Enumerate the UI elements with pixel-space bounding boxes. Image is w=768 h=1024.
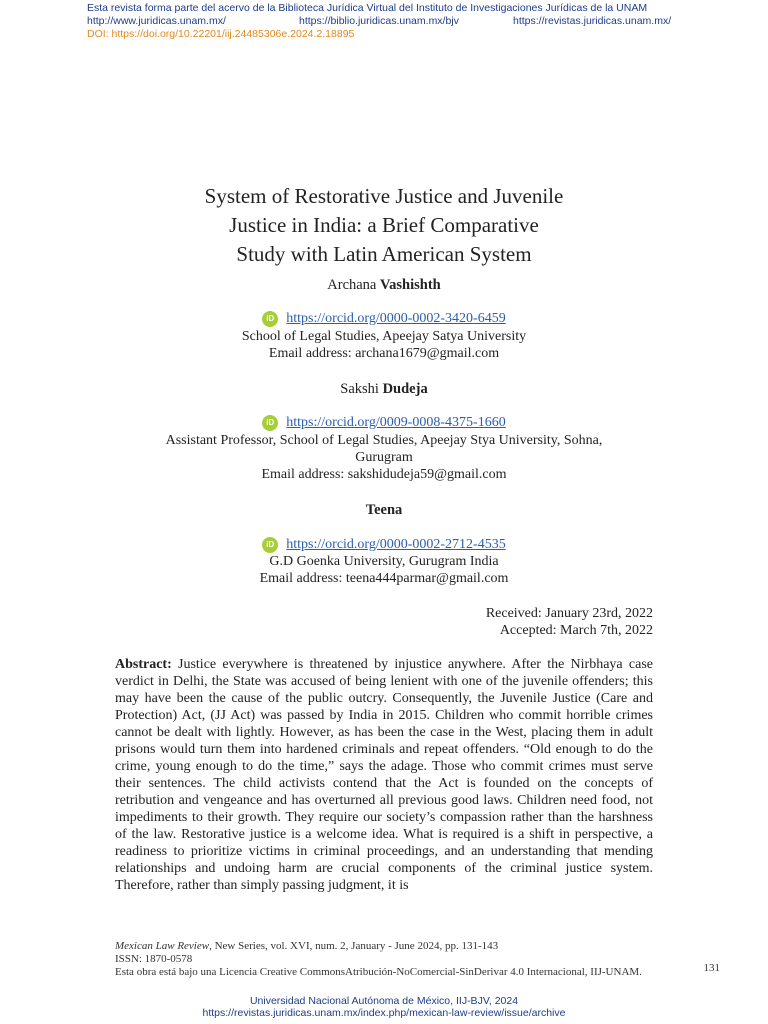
affiliation-line: Assistant Professor, School of Legal Studies, Apeejay Stya University, Sohna,	[165, 433, 603, 448]
author-affiliation	[100, 328, 668, 362]
author-block	[100, 381, 668, 398]
orcid-icon: iD	[262, 415, 278, 431]
author-affiliation	[100, 432, 668, 483]
received-date: Received: January 23rd, 2022	[485, 606, 653, 621]
author-name: Archana Vashishth	[327, 277, 441, 293]
biblio-link[interactable]: https://biblio.juridicas.unam.mx/bjv	[299, 15, 459, 27]
submission-dates	[486, 605, 653, 639]
page-number: 131	[703, 962, 720, 974]
journal-name: Mexican Law Review	[115, 940, 210, 952]
author-name: Teena	[365, 502, 403, 518]
orcid-icon: iD	[262, 537, 278, 553]
citation-line: Mexican Law Review, New Series, vol. XVI, num. 2, January - June 2024, pp. 131-143	[115, 940, 499, 952]
orcid-link[interactable]: https://orcid.org/0000-0002-3420-6459	[286, 311, 506, 326]
article-title	[150, 182, 618, 269]
author-name: Sakshi Dudeja	[340, 381, 428, 397]
revistas-link[interactable]: https://revistas.juridicas.unam.mx/	[513, 15, 672, 27]
author-block	[100, 502, 668, 519]
title-line: Justice in India: a Brief Comparative	[229, 213, 539, 237]
affiliation-line: Gurugram	[355, 450, 413, 465]
juridicas-link[interactable]: http://www.juridicas.unam.mx/	[87, 15, 226, 27]
title-line: System of Restorative Justice and Juvenile	[204, 184, 564, 208]
author-orcid-row	[100, 535, 668, 553]
orcid-link[interactable]: https://orcid.org/0000-0002-2712-4535	[286, 537, 506, 552]
affiliation-line: G.D Goenka University, Gurugram India	[269, 554, 499, 569]
affiliation-line: School of Legal Studies, Apeejay Satya University	[241, 329, 527, 344]
author-email: Email address: sakshidudeja59@gmail.com	[261, 467, 507, 482]
author-orcid-row	[100, 413, 668, 431]
orcid-link[interactable]: https://orcid.org/0009-0008-4375-1660	[286, 415, 506, 430]
author-orcid-row	[100, 309, 668, 327]
abstract	[115, 656, 653, 894]
author-affiliation	[100, 553, 668, 587]
title-line: Study with Latin American System	[236, 242, 532, 266]
orcid-icon: iD	[262, 311, 278, 327]
abstract-label: Abstract:	[115, 657, 172, 672]
bottom-banner	[0, 995, 768, 1019]
doi-link[interactable]: DOI: https://doi.org/10.22201/iij.24485306e.2024.2.18895	[87, 28, 355, 40]
abstract-text: Justice everywhere is threatened by injustice anywhere. After the Nirbhaya case verdict in Delhi, the State was accused of being lenient with one of the juvenile offenders; this may have been the cause of the public outcry. Consequently, the Juvenile Justice (Care and Protection) Act, (JJ Act) was passed by India in 2015. Children who commit horrible crimes cannot be dealt with lightly. However, as has been the case in the West, placing them in adult prisons would turn them into hardened criminals and repeat offenders. “Old enough to do the crime, young enough to do the time,” says the adage. Those who commit crimes must serve their sentences. The child activists contend that the Act is founded on the concepts of retribution and vengeance and has overturned all previous good laws. Children need food, not impediments to their growth. They require our society’s compassion rather than the harshness of the law. Restorative justice is a welcome idea. What is required is a shift in perspective, a readiness to prioritize victims in criminal proceedings, and an understanding that mending relationships and undoing harm are crucial components of the criminal justice system. Therefore, rather than simply passing judgment, it is	[115, 657, 653, 893]
author-email: Email address: archana1679@gmail.com	[268, 346, 500, 361]
issn: ISSN: 1870-0578	[115, 953, 193, 965]
author-block	[100, 277, 668, 294]
license-text: Esta obra está bajo una Licencia Creative CommonsAtribución-NoComercial-SinDerivar 4.0 Internacional, IIJ-UNAM.	[115, 966, 642, 978]
author-email: Email address: teena444parmar@gmail.com	[259, 571, 509, 586]
accepted-date: Accepted: March 7th, 2022	[499, 623, 653, 638]
banner-text: Esta revista forma parte del acervo de la Biblioteca Jurídica Virtual del Instituto de Investigaciones Jurídicas de la UNAM	[87, 2, 648, 14]
citation-footer	[115, 940, 653, 979]
unam-credit: Universidad Nacional Autónoma de México, IIJ-BJV, 2024	[249, 995, 519, 1007]
archive-link[interactable]: https://revistas.juridicas.unam.mx/index.php/mexican-law-review/issue/archive	[202, 1007, 566, 1019]
